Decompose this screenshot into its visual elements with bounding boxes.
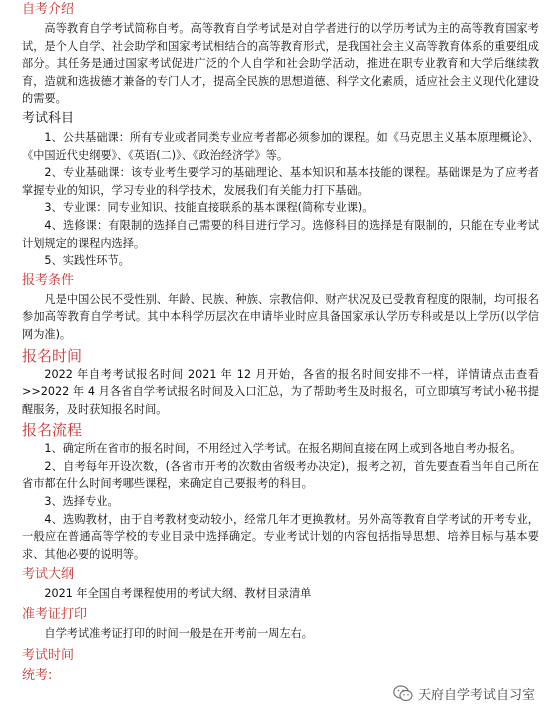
subject-item: 2、专业基础课：该专业考生要学习的基础理论、基本知识和基本技能的课程。基础课是为了应考者掌握专业的知识，学习专业的科学技术，发展我们有关能力打下基础。 — [22, 166, 539, 197]
process-item: 2、自考每年开设次数，(各省市开考的次数由省级考办决定)，报考之初，首先要查看当年自己所在省市都在什么时间考哪些课程，来确定自己要报考的科目。 — [22, 459, 539, 491]
section-heading-intro: 自考介绍 — [22, 2, 75, 17]
process-item: 3、选择专业。 — [44, 495, 119, 509]
process-item: 4、选购教材，由于自考教材变动较小，经常几年才更换教材。另外高等教育自学考试的开考专业，一般应在普通高等学校的专业目录中选择确定。专业考试计划的内容包括指导思想、培养目标与基本要求、其他必要的说明等。 — [22, 512, 539, 561]
section-heading-conditions: 报考条件 — [22, 272, 75, 288]
conditions-paragraph: 凡是中国公民不受性别、年龄、民族、种族、宗教信仰、财产状况及已受教育程度的限制，均可报名参加高等教育自学考试。其中本科学历层次在申请毕业时应具备国家承认学历专科或是以上学历(以学信网为准)。 — [22, 292, 539, 341]
section-heading-subjects: 考试科目 — [22, 110, 75, 126]
subject-item: 4、选修课：有限制的选择自己需要的科目进行学习。选修科目的选择是有限制的，只能在专业考试计划规定的课程内选择。 — [22, 218, 539, 250]
intro-paragraph: 高等教育自学考试简称自考。高等教育自学考试是对自学者进行的以学历考试为主的高等教育国家考试，是个人自学、社会助学和国家考试相结合的高等教育形式，是我国社会主义高等教育体系的重要组成部分。其任务是通过国家考试促进广泛的个人自学和社会助学活动，推进在职专业教育和大学后继续教育，造就和选拔德才兼备的专门人才，提高全民族的思想道德、科学文化素质，适应社会主义现代化建设的需要。 — [22, 22, 539, 106]
section-heading-syllabus: 考试大纲 — [22, 567, 75, 583]
section-heading-exam-time: 考试时间 — [22, 647, 75, 663]
section-heading-process: 报名流程 — [22, 421, 83, 440]
section-heading-fee: 统考: — [22, 667, 53, 683]
wechat-icon — [393, 685, 413, 702]
syllabus-link[interactable]: 2021 年全国自考课程使用的考试大纲、教材目录清单 — [44, 587, 312, 601]
subject-item: 5、实践性环节。 — [44, 254, 130, 268]
admission-paragraph: 自学考试准考证打印的时间一般是在开考前一周左右。 — [44, 627, 313, 641]
watermark — [393, 684, 535, 703]
section-heading-admission: 准考证打印 — [22, 607, 88, 623]
subject-item: 3、专业课：同专业知识、技能直接联系的基本课程(简称专业课)。 — [44, 201, 374, 215]
time-paragraph: 2022 年自考考试报名时间 2021 年 12 月开始，各省的报名时间安排不一样，详情请点击查看>>2022 年 4 月各省自学考试报名时间及入口汇总，为了帮助考生及时报名，可立即填写考试小秘书提醒服务，及时获知报名时间。 — [22, 367, 539, 416]
watermark-text: 天府自学考试自习室 — [417, 688, 535, 703]
process-item: 1、确定所在省市的报名时间，不用经过入学考试。在报名期间直接在网上或到各地自考办报名。 — [44, 442, 522, 456]
subject-item: 1、公共基础课：所有专业或者同类专业应考者都必须参加的课程。如《马克思主义基本原理概论》、《中国近代史纲要》、《英语(二)》、《政治经济学》等。 — [22, 130, 539, 162]
section-heading-time: 报名时间 — [22, 346, 83, 365]
